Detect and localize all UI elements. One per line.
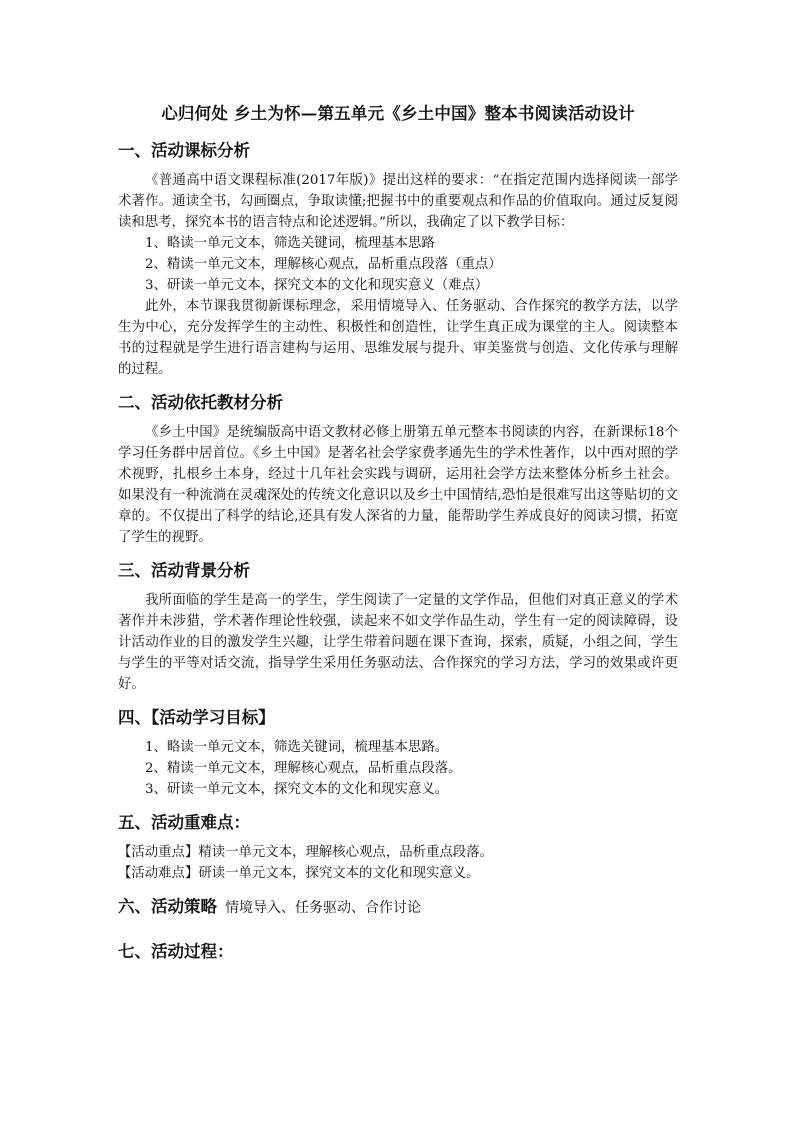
section-textbook-analysis [118, 390, 678, 548]
key-point: 【活动重点】精读一单元文本，理解核心观点，品析重点段落。 [118, 845, 493, 860]
document-body [118, 100, 678, 965]
list-item: 2、精读一单元文本，理解核心观点，品析重点段落（重点） [145, 257, 502, 272]
list-item: 3、研读一单元文本，探究文本的文化和现实意义（难点） [145, 278, 489, 293]
difficult-point: 【活动难点】研读一单元文本，探究文本的文化和现实意义。 [118, 866, 480, 881]
section-background-analysis [118, 558, 678, 695]
section-heading: 一、活动课标分析 [118, 141, 250, 160]
strategy-text: 情境导入、任务驱动、合作讨论 [225, 900, 421, 916]
list-item: 3、研读一单元文本，探究文本的文化和现实意义。 [145, 782, 449, 797]
section-process [118, 939, 678, 965]
paragraph: 此外，本节课我贯彻新课标理念，采用情境导入、任务驱动、合作探究的教学方法，以学生为中心，充分发挥学生的主动性、积极性和创造性，让学生真正成为课堂的主人。阅读整本书的过程就是学生进行语言建构与运用、思维发展与提升、审美鉴赏与创造、文化传承与理解的过程。 [118, 299, 678, 377]
section-strategy [118, 894, 678, 921]
section-learning-goals [118, 705, 678, 800]
paragraph: 我所面临的学生是高一的学生，学生阅读了一定量的文学作品，但他们对真正意义的学术著作并未涉猎，学术著作理论性较强，读起来不如文学作品生动，学生有一定的阅读障碍，设计活动作业的目的激发学生兴趣，让学生带着问题在课下查询，探索，质疑，小组之间，学生与学生的平等对话交流，指导学生采用任务驱动法、合作探究的学习方法，学习的效果或许更好。 [118, 593, 678, 692]
section-heading: 六、活动策略 [118, 897, 217, 916]
list-item: 1、略读一单元文本，筛选关键词，梳理基本思路。 [145, 740, 449, 755]
section-heading: 七、活动过程： [118, 942, 234, 961]
section-heading: 三、活动背景分析 [118, 561, 250, 580]
paragraph: 《乡土中国》是统编版高中语文教材必修上册第五单元整本书阅读的内容，在新课标18个学习任务群中居首位。《乡土中国》是著名社会学家费孝通先生的学术性著作，以中西对照的学术视野，扎根乡土本身，经过十几年社会实践与调研，运用社会学方法来整体分析乡土社会。如果没有一种流淌在灵魂深处的传统文化意识以及乡土中国情结,恐怕是很难写出这等贴切的文章的。不仅提出了科学的结论,还具有发人深省的力量，能帮助学生养成良好的阅读习惯，拓宽了学生的视野。 [118, 425, 678, 545]
paragraph: 《普通高中语文课程标准(2017年版)》提出这样的要求：“在指定范围内选择阅读一部学术著作。通读全书，勾画圈点，争取读懂;把握书中的重要观点和作品的价值取向。通过反复阅读和思考，探究本书的语言特点和论述逻辑。”所以，我确定了以下教学目标： [118, 173, 678, 230]
list-item: 1、略读一单元文本，筛选关键词，梳理基本思路 [145, 236, 435, 251]
section-heading: 四、【活动学习目标】 [118, 708, 275, 727]
section-key-points [118, 810, 678, 884]
page-title: 心归何处 乡土为怀—第五单元《乡土中国》整本书阅读活动设计 [161, 104, 635, 123]
section-curriculum-analysis [118, 138, 678, 380]
list-item: 2、精读一单元文本，理解核心观点，品析重点段落。 [145, 761, 462, 776]
section-heading: 五、活动重难点： [118, 813, 250, 832]
section-heading: 二、活动依托教材分析 [118, 393, 283, 412]
